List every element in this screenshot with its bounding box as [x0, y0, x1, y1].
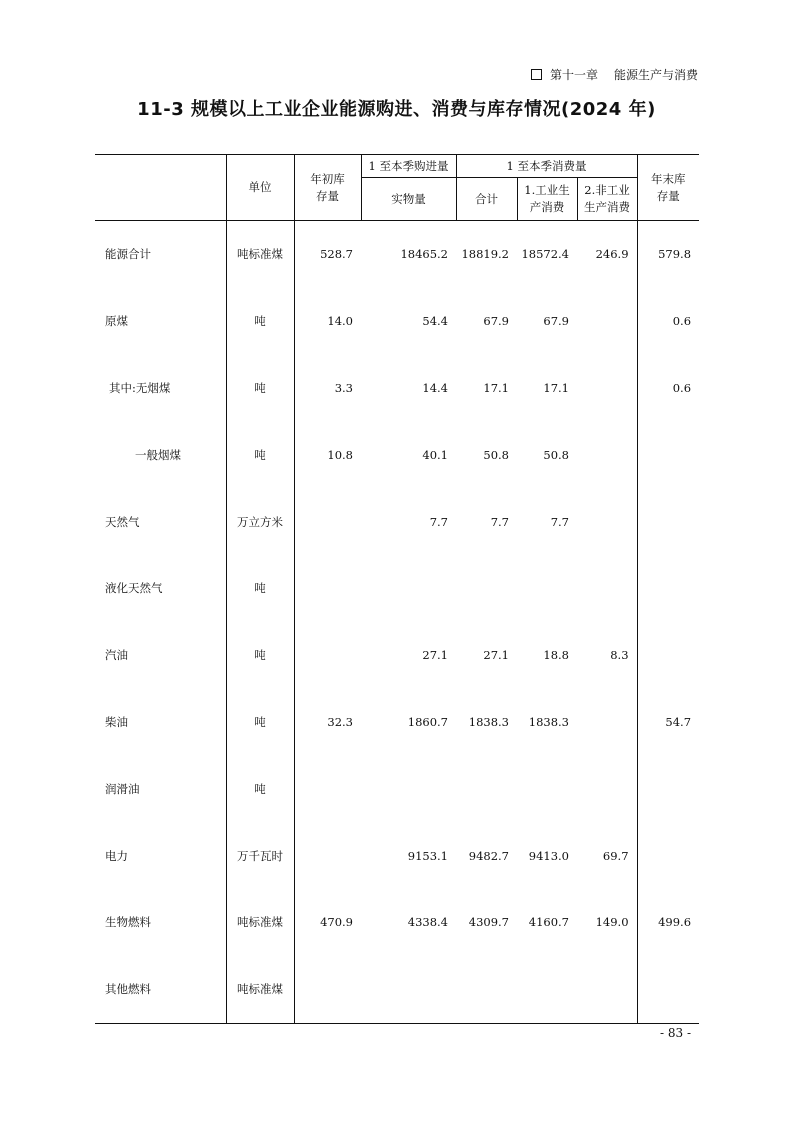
row-unit: 吨 [226, 355, 294, 422]
cell-purchase: 4338.4 [407, 915, 448, 930]
cell-industrial [517, 555, 577, 622]
cell-industrial: 18572.4 [521, 247, 569, 262]
cell-purchase: 54.4 [422, 314, 448, 329]
cell-total [456, 555, 517, 622]
cell-closing: 0.6 [637, 288, 699, 355]
row-name: 其他燃料 [95, 956, 226, 1023]
cell-total: 1838.3 [468, 714, 509, 729]
cell-purchase: 14.4 [422, 380, 448, 395]
cell-nonindustrial [577, 488, 637, 555]
cell-industrial: 50.8 [543, 447, 569, 462]
industrial-consumption-header: 1.工业生 产消费 [517, 178, 577, 221]
cell-closing [637, 421, 699, 488]
row-name: 能源合计 [105, 247, 151, 262]
cell-nonindustrial: 8.3 [610, 648, 629, 663]
cell-industrial: 67.9 [543, 314, 569, 329]
cell-nonindustrial [577, 421, 637, 488]
row-name: 原煤 [105, 314, 128, 329]
cell-closing: 579.8 [637, 221, 699, 288]
cell-total [456, 755, 517, 822]
cell-total: 4309.7 [468, 915, 509, 930]
cell-opening: 3.3 [294, 355, 361, 422]
row-unit: 吨标准煤 [226, 956, 294, 1023]
cell-opening [294, 755, 361, 822]
consumption-group-header: 1 至本季消费量 [456, 155, 637, 178]
cell-opening [294, 555, 361, 622]
chapter-number: 第十一章 [549, 68, 598, 82]
table-row [95, 288, 699, 355]
cell-nonindustrial: 149.0 [595, 915, 629, 930]
row-name: 天然气 [105, 514, 140, 529]
cell-closing: 499.6 [637, 889, 699, 956]
cell-industrial [517, 755, 577, 822]
cell-opening: 32.3 [294, 689, 361, 756]
cell-nonindustrial: 69.7 [602, 848, 629, 863]
cell-total [456, 956, 517, 1023]
cell-industrial: 4160.7 [528, 915, 569, 930]
table-row [95, 488, 699, 555]
cell-total: 67.9 [483, 314, 509, 329]
cell-purchase [361, 755, 456, 822]
cell-closing [637, 822, 699, 889]
cell-closing [637, 956, 699, 1023]
row-name: 润滑油 [105, 781, 140, 796]
closing-stock-header: 年末库 存量 [637, 155, 699, 221]
row-name: 电力 [105, 848, 128, 863]
cell-closing: 0.6 [637, 355, 699, 422]
table-row [95, 822, 699, 889]
row-name: 柴油 [105, 714, 128, 729]
cell-purchase: 7.7 [429, 514, 448, 529]
chapter-header [531, 66, 698, 83]
row-unit: 吨标准煤 [226, 889, 294, 956]
cell-industrial: 7.7 [550, 514, 569, 529]
cell-opening: 528.7 [294, 221, 361, 288]
table-row [95, 889, 699, 956]
cell-nonindustrial [577, 689, 637, 756]
cell-purchase [361, 555, 456, 622]
cell-industrial [517, 956, 577, 1023]
cell-purchase: 27.1 [422, 648, 448, 663]
cell-opening: 470.9 [294, 889, 361, 956]
table-row [95, 755, 699, 822]
cell-purchase: 18465.2 [400, 247, 448, 262]
cell-total: 18819.2 [461, 247, 509, 262]
consumption-total-header: 合计 [456, 178, 517, 221]
page-number: - 83 - [659, 1026, 691, 1040]
cell-purchase [361, 956, 456, 1023]
row-unit: 吨 [226, 622, 294, 689]
cell-opening [294, 956, 361, 1023]
row-unit: 吨 [226, 421, 294, 488]
cell-purchase: 40.1 [422, 447, 448, 462]
row-unit: 吨标准煤 [226, 221, 294, 288]
table-row [95, 421, 699, 488]
table-row [95, 689, 699, 756]
cell-industrial: 1838.3 [528, 714, 569, 729]
cell-total: 50.8 [483, 447, 509, 462]
cell-opening: 10.8 [294, 421, 361, 488]
cell-industrial: 17.1 [543, 380, 569, 395]
nonindustrial-consumption-header: 2.非工业 生产消费 [577, 178, 637, 221]
cell-closing [637, 488, 699, 555]
row-unit: 万立方米 [226, 488, 294, 555]
cell-nonindustrial [577, 555, 637, 622]
unit-header: 单位 [226, 155, 294, 221]
cell-nonindustrial: 246.9 [595, 247, 629, 262]
table-row [95, 956, 699, 1023]
cell-closing [637, 622, 699, 689]
chapter-title: 能源生产与消费 [613, 68, 698, 82]
row-name: 液化天然气 [105, 581, 163, 596]
table-row [95, 355, 699, 422]
opening-stock-header: 年初库 存量 [294, 155, 361, 221]
cell-industrial: 9413.0 [528, 848, 569, 863]
cell-nonindustrial [577, 288, 637, 355]
square-icon [531, 69, 542, 80]
name-header [95, 155, 226, 221]
row-name: 生物燃料 [105, 915, 151, 930]
cell-purchase: 1860.7 [407, 714, 448, 729]
row-unit: 吨 [226, 555, 294, 622]
row-name: 汽油 [105, 648, 128, 663]
cell-closing: 54.7 [637, 689, 699, 756]
row-unit: 万千瓦时 [226, 822, 294, 889]
cell-closing [637, 555, 699, 622]
cell-nonindustrial [577, 355, 637, 422]
table-row [95, 221, 699, 288]
row-name: 一般烟煤 [135, 447, 181, 462]
table-row [95, 555, 699, 622]
cell-opening [294, 822, 361, 889]
cell-industrial: 18.8 [543, 648, 569, 663]
table-title: 11-3 规模以上工业企业能源购进、消费与库存情况(2024 年) [137, 99, 656, 120]
table-body [95, 221, 699, 1024]
energy-table [95, 154, 699, 1024]
row-name: 其中:无烟煤 [109, 380, 171, 395]
cell-purchase: 9153.1 [407, 848, 448, 863]
cell-total: 27.1 [483, 648, 509, 663]
cell-nonindustrial [577, 755, 637, 822]
cell-opening [294, 488, 361, 555]
cell-closing [637, 755, 699, 822]
row-unit: 吨 [226, 288, 294, 355]
purchase-physical-header: 实物量 [361, 178, 456, 221]
cell-total: 7.7 [490, 514, 509, 529]
table-row [95, 622, 699, 689]
cell-opening: 14.0 [294, 288, 361, 355]
cell-total: 9482.7 [468, 848, 509, 863]
row-unit: 吨 [226, 689, 294, 756]
row-unit: 吨 [226, 755, 294, 822]
cell-nonindustrial [577, 956, 637, 1023]
purchase-group-header: 1 至本季购进量 [361, 155, 456, 178]
cell-opening [294, 622, 361, 689]
cell-total: 17.1 [483, 380, 509, 395]
